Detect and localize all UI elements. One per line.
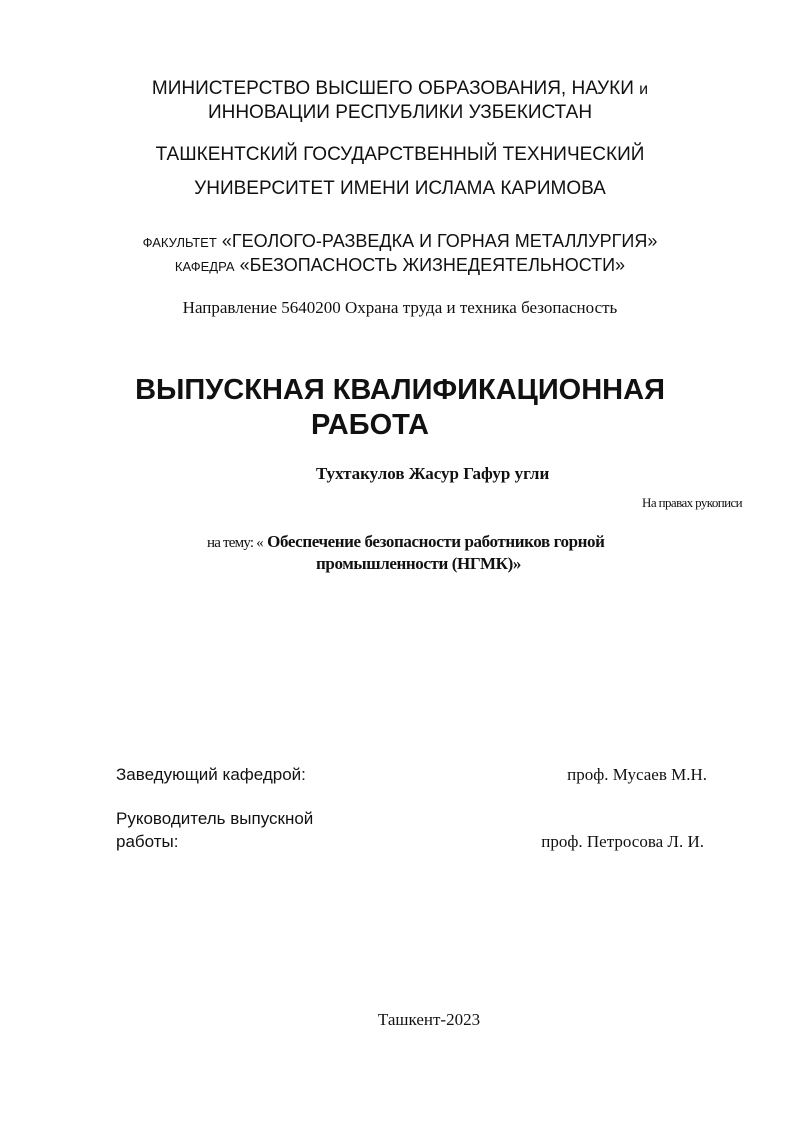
department-name: «БЕЗОПАСНОСТЬ ЖИЗНЕДЕЯТЕЛЬНОСТИ» bbox=[239, 255, 626, 275]
supervisor-label-line-2: работы: bbox=[116, 832, 179, 851]
topic-line-2 bbox=[316, 555, 521, 572]
faculty-label: ФАКУЛЬТЕТ bbox=[142, 235, 217, 250]
rights-note: На правах рукописи bbox=[642, 495, 742, 510]
topic-title-line-1: Обеспечение безопасности работников горной bbox=[267, 532, 605, 551]
university-line-1: ТАШКЕНТСКИЙ ГОСУДАРСТВЕННЫЙ ТЕХНИЧЕСКИЙ bbox=[155, 144, 645, 165]
department-label: КАФЕДРА bbox=[174, 259, 235, 274]
city-year: Ташкент-2023 bbox=[377, 1010, 481, 1029]
ministry-line-2: ИННОВАЦИИ РЕСПУБЛИКИ УЗБЕКИСТАН bbox=[207, 102, 593, 123]
head-of-department-label: Заведующий кафедрой: bbox=[116, 765, 306, 784]
topic-title-line-2: промышленности (НГМК)» bbox=[316, 554, 521, 573]
university-line-2: УНИВЕРСИТЕТ ИМЕНИ ИСЛАМА КАРИМОВА bbox=[194, 178, 606, 199]
direction-line: Направление 5640200 Охрана труда и техника безопасность bbox=[182, 298, 618, 317]
faculty-line bbox=[0, 232, 800, 250]
ministry-line-1-tail: и bbox=[639, 81, 649, 98]
faculty-name: «ГЕОЛОГО-РАЗВЕДКА И ГОРНАЯ МЕТАЛЛУРГИЯ» bbox=[221, 231, 658, 251]
topic-line-1 bbox=[207, 533, 605, 551]
author-name: Тухтакулов Жасур Гафур угли bbox=[316, 464, 550, 483]
ministry-line-1-text: МИНИСТЕРСТВО ВЫСШЕГО ОБРАЗОВАНИЯ, НАУКИ bbox=[151, 78, 634, 99]
document-title-line-2: РАБОТА bbox=[311, 409, 429, 441]
supervisor-label-line-1: Руководитель выпускной bbox=[116, 809, 314, 828]
document-title-line-1: ВЫПУСКНАЯ КВАЛИФИКАЦИОННАЯ bbox=[135, 374, 665, 406]
ministry-line-1 bbox=[0, 79, 800, 98]
department-line bbox=[0, 256, 800, 274]
topic-prefix: на тему: « bbox=[207, 535, 263, 551]
head-of-department-name: проф. Мусаев М.Н. bbox=[567, 765, 707, 784]
supervisor-name: проф. Петросова Л. И. bbox=[541, 832, 704, 851]
